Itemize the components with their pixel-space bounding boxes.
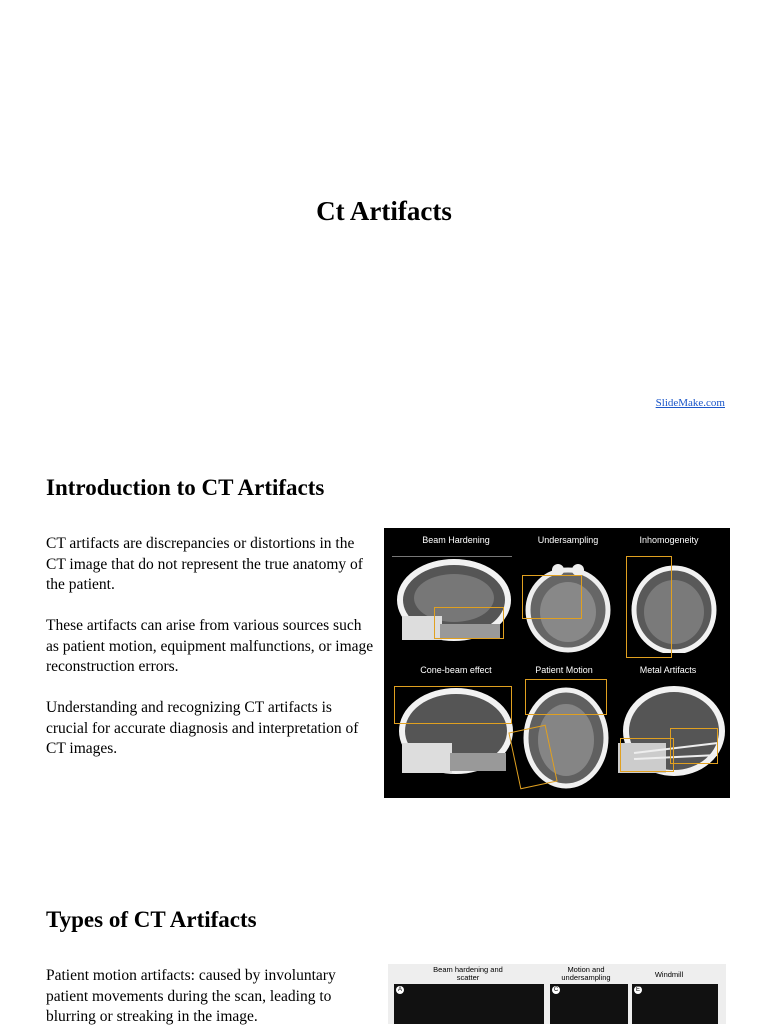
panel-tag: E: [635, 987, 640, 993]
figure-label-windmill: Windmill: [654, 970, 684, 979]
figure-label-motion-undersampling: Motion and undersampling: [561, 965, 611, 982]
section-heading-intro: Introduction to CT Artifacts: [46, 475, 325, 500]
intro-paragraph-2: These artifacts can arise from various sources such as patient motion, equipment malfunctions, or image reconstruction errors.: [46, 617, 374, 675]
figure-label-patient-motion: Patient Motion: [535, 665, 593, 675]
panel-tag: C: [553, 987, 559, 993]
types-paragraph-1: Patient motion artifacts: caused by involuntary patient movements during the scan, leading to blurring or streaking in the image.: [46, 967, 336, 1025]
highlight-box: [620, 738, 674, 772]
label-divider: [392, 556, 512, 557]
section-heading-types: Types of CT Artifacts: [46, 907, 257, 932]
scan-panel-c: [550, 984, 628, 1024]
scan-panel-e: [632, 984, 718, 1024]
figure-label-inhomogeneity: Inhomogeneity: [639, 535, 699, 545]
figure-label-metal-artifacts: Metal Artifacts: [639, 665, 697, 675]
panel-tag: A: [397, 987, 402, 993]
highlight-box: [525, 679, 607, 715]
figure-label-beam-hardening: Beam Hardening: [422, 535, 490, 545]
highlight-box: [670, 728, 718, 764]
highlight-box: [434, 607, 504, 639]
scan-panel-a: [394, 984, 544, 1024]
intro-paragraph-1: CT artifacts are discrepancies or distortions in the CT image that do not represent the true anatomy of the patient.: [46, 535, 363, 593]
highlight-box: [522, 575, 582, 619]
figure-label-undersampling: Undersampling: [537, 535, 599, 545]
page-title: Ct Artifacts: [316, 196, 452, 226]
ct-artifacts-figure: [384, 528, 730, 798]
intro-paragraph-3: Understanding and recognizing CT artifacts is crucial for accurate diagnosis and interpretation of CT images.: [46, 699, 359, 757]
highlight-box: [394, 686, 512, 724]
slidemake-link[interactable]: SlideMake.com: [655, 397, 725, 409]
figure-label-cone-beam: Cone-beam effect: [420, 665, 492, 675]
ct-artifact-types-figure: [388, 964, 726, 1024]
highlight-box: [626, 556, 672, 658]
figure-label-beam-scatter: Beam hardening and scatter: [433, 965, 503, 982]
